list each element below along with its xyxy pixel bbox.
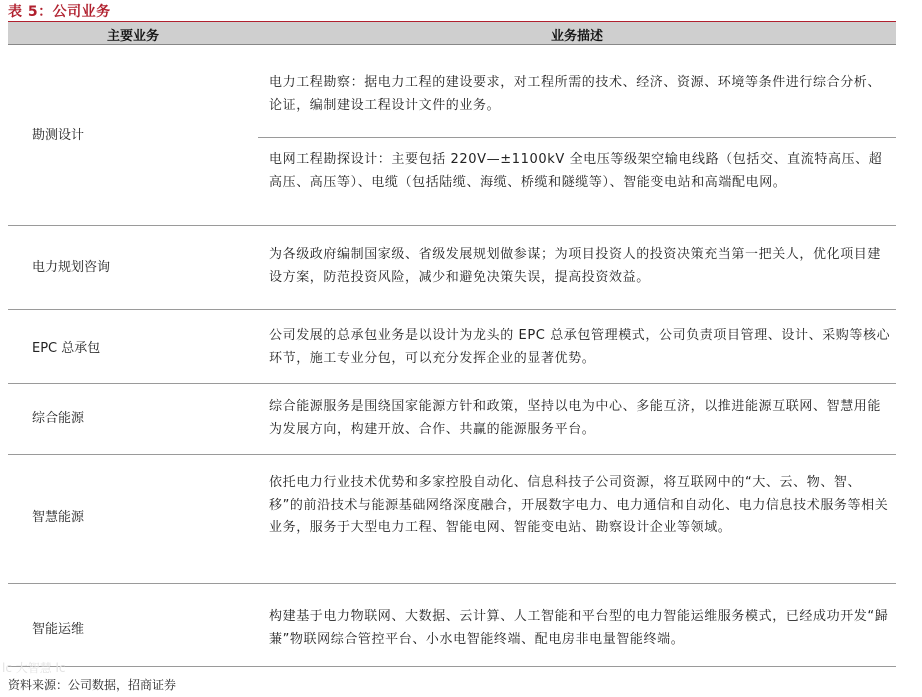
row-category-epc: EPC 总承包 [32, 341, 101, 356]
row-category-planning-consulting: 电力规划咨询 [32, 260, 111, 275]
row-divider [8, 309, 896, 310]
row-category-smart-energy: 智慧能源 [32, 510, 85, 525]
table-bottom-rule [8, 666, 896, 667]
row-divider [8, 454, 896, 455]
table-title: 表 5：公司业务 [8, 4, 111, 20]
table-header [8, 22, 896, 45]
row-description-smart-energy: 依托电力行业技术优势和多家控股自动化、信息科技子公司资源，将互联网中的“大、云、物、智、移”的前沿技术与能源基础网络深度融合，开展数字电力、电力通信和自动化、电力信息技术服务等相关业务，服务于大型电力工程、智能电网、智能变电站、勘察设计企业等领域。 [269, 475, 889, 535]
row-category-survey-design: 勘测设计 [32, 128, 85, 143]
header-business-description: 业务描述 [550, 29, 603, 44]
source-note: 资料来源：公司数据，招商证券 [8, 678, 177, 692]
header-main-business: 主要业务 [106, 29, 159, 44]
watermark: lc 大智慧 lc [2, 661, 66, 675]
row-description-epc: 公司发展的总承包业务是以设计为龙头的 EPC 总承包管理模式，公司负责项目管理、设计、采购等核心环节，施工专业分包，可以充分发挥企业的显著优势。 [269, 328, 891, 366]
row-description-survey-2: 电网工程勘探设计：主要包括 220V—±1100kV 全电压等级架空输电线路（包括交、直流特高压、超高压、高压等）、电缆（包括陆缆、海缆、桥缆和隧缆等）、智能变电站和高端配电网。 [269, 152, 883, 190]
row-description-planning: 为各级政府编制国家级、省级发展规划做参谋；为项目投资人的投资决策充当第一把关人，优化项目建设方案，防范投资风险，减少和避免决策失误，提高投资效益。 [269, 247, 882, 285]
row-divider [8, 583, 896, 584]
sub-row-divider [258, 137, 896, 138]
row-category-smart-om: 智能运维 [32, 622, 85, 637]
row-divider [8, 225, 896, 226]
row-description-integrated-energy: 综合能源服务是围绕国家能源方针和政策，坚持以电为中心、多能互济，以推进能源互联网、智慧用能为发展方向，构建开放、合作、共赢的能源服务平台。 [269, 399, 882, 437]
row-description-smart-om: 构建基于电力物联网、大数据、云计算、人工智能和平台型的电力智能运维服务模式，已经成功开发“歸蒹”物联网综合管控平台、小水电智能终端、配电房非电量智能终端。 [269, 609, 889, 647]
row-divider [8, 383, 896, 384]
row-category-integrated-energy: 综合能源 [32, 411, 85, 426]
row-description-survey-1: 电力工程勘察：据电力工程的建设要求，对工程所需的技术、经济、资源、环境等条件进行综合分析、论证，编制建设工程设计文件的业务。 [269, 75, 882, 113]
